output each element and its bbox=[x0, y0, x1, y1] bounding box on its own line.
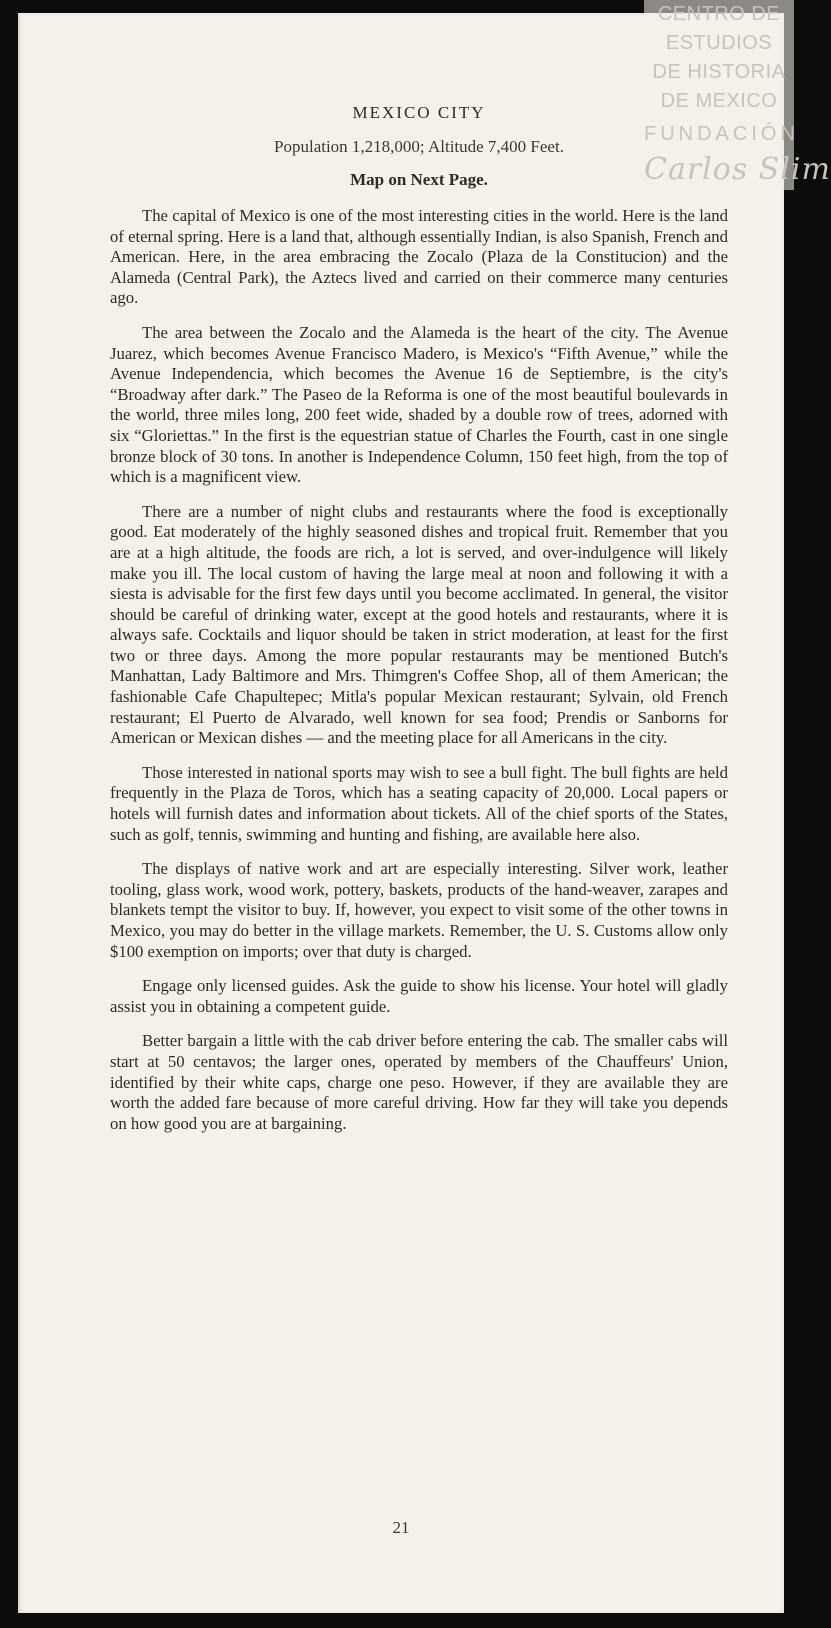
page-title: MEXICO CITY bbox=[352, 103, 486, 122]
watermark-signature: Carlos Slim bbox=[644, 152, 831, 187]
watermark-line: DE HISTORIA bbox=[652, 61, 786, 83]
watermark-line: DE MEXICO bbox=[660, 90, 778, 112]
watermark-line: ESTUDIOS bbox=[665, 32, 773, 54]
paragraph-cabs: Better bargain a little with the cab driver before entering the cab. The smaller cabs will start at 50 centavos; the larger ones, operated by members of the Chauffeurs' Union, identified by their white caps, charge one peso. However, if they are available they are worth the added fare because of more careful driving. How far they will take you depends on how good you are at bargaining. bbox=[110, 1031, 728, 1133]
paragraph-intro: The capital of Mexico is one of the most interesting cities in the world. Here is the land of eternal spring. Here is a land that, although essentially Indian, is also Spanish, French and American. Here, in the area embracing the Zocalo (Plaza de la Constitucion) and the Alameda (Central Park), the Aztecs lived and carried on their commerce many centuries ago. bbox=[110, 206, 728, 308]
document-page bbox=[18, 13, 784, 1613]
map-note: Map on Next Page. bbox=[350, 170, 488, 189]
watermark-logo bbox=[644, 0, 831, 190]
population-subtitle: Population 1,218,000; Altitude 7,400 Feet. bbox=[274, 137, 564, 156]
page-content bbox=[110, 91, 728, 1148]
body-text bbox=[110, 206, 728, 1134]
paragraph-guides: Engage only licensed guides. Ask the guide to show his license. Your hotel will gladly assist you in obtaining a competent guide. bbox=[110, 976, 728, 1016]
watermark-line: CENTRO DE bbox=[657, 3, 781, 25]
watermark-fundacion: FUNDACIÓN bbox=[644, 123, 799, 145]
paragraph-avenues: The area between the Zocalo and the Alameda is the heart of the city. The Avenue Juarez, which becomes Avenue Francisco Madero, is Mexico's “Fifth Avenue,” while the Avenue Independencia, which becomes the Avenue 16 de Septiembre, is the city's “Broadway after dark.” The Paseo de la Reforma is one of the most beautiful boulevards in the world, three miles long, 200 feet wide, shaded by a double row of trees, adorned with six “Gloriettas.” In the first is the equestrian statue of Charles the Fourth, cast in one single bronze block of 30 tons. In another is Independence Column, 150 feet high, from the top of which is a magnificent view. bbox=[110, 322, 728, 487]
page-edge bbox=[18, 13, 22, 1613]
paragraph-sports: Those interested in national sports may wish to see a bull fight. The bull fights are held frequently in the Plaza de Toros, which has a seating capacity of 20,000. Local papers or hotels will furnish dates and information about tickets. All of the chief sports of the States, such as golf, tennis, swimming and hunting and fishing, are available here also. bbox=[110, 762, 728, 844]
paragraph-native-work: The displays of native work and art are especially interesting. Silver work, leather tooling, glass work, wood work, pottery, baskets, products of the hand-weaver, zarapes and blankets tempt the visitor to buy. If, however, you expect to visit some of the other towns in Mexico, you may do better in the village markets. Remember, the U. S. Customs allow only $100 exemption on imports; over that duty is charged. bbox=[110, 859, 728, 961]
page-number: 21 bbox=[392, 1518, 410, 1537]
paragraph-restaurants: There are a number of night clubs and restaurants where the food is exceptionally good. Eat moderately of the highly seasoned dishes and tropical fruit. Remember that you are at a high altitude, the foods are rich, a lot is served, and over-indulgence will likely make you ill. The local custom of having the large meal at noon and following it with a siesta is advisable for the first few days until you become acclimated. In general, the visitor should be careful of drinking water, except at the good hotels and restaurants, where it is always safe. Cocktails and liquor should be taken in strict moderation, at least for the first two or three days. Among the more popular restaurants may be mentioned Butch's Manhattan, Lady Baltimore and Mrs. Thimgren's Coffee Shop, all of them American; the fashionable Cafe Chapultepec; Mitla's popular Mexican restaurant; Sylvain, old French restaurant; El Puerto de Alvarado, well known for sea food; Prendis or Sanborns for American or Mexican dishes — and the meeting place for all Americans in the city. bbox=[110, 501, 728, 748]
